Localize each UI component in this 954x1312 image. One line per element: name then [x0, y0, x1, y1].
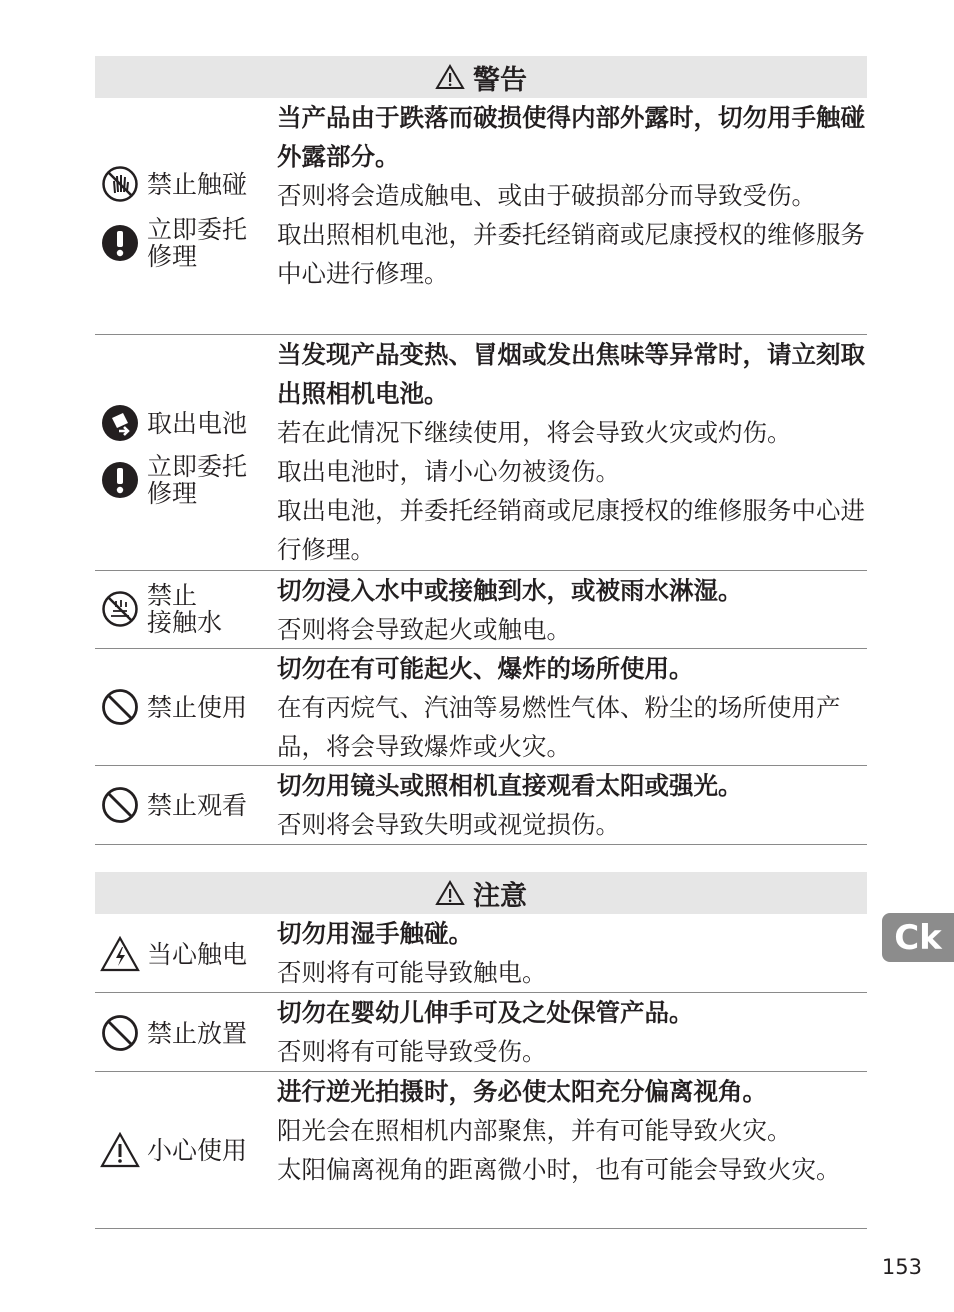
caution-triangle-icon: [435, 880, 465, 906]
divider: [95, 844, 867, 845]
label-text: 禁止使用: [147, 692, 248, 722]
warning-triangle-icon: [435, 64, 465, 90]
row-bold: 切勿用湿手触碰。: [277, 919, 473, 948]
label-no-water: [95, 582, 222, 636]
label-text: 立即委托 修理: [147, 452, 248, 508]
warning-row-2: [95, 335, 867, 570]
row-body: 取出电池时，请小心勿被烫伤。: [277, 457, 620, 486]
row-body: 取出照相机电池，并委托经销商或尼康授权的维修服务中心进行修理。: [277, 220, 865, 288]
divider: [95, 1228, 867, 1229]
warning-row-3: [95, 571, 867, 648]
row-bold: 切勿在婴幼儿伸手可及之处保管产品。: [277, 998, 694, 1027]
row-body: 否则将会导致起火或触电。: [277, 615, 571, 644]
row-body: 取出电池，并委托经销商或尼康授权的维修服务中心进行修理。: [277, 496, 865, 564]
label-text: 禁止观看: [147, 790, 248, 820]
caution-row-1: [95, 914, 867, 992]
row-labels: [95, 98, 273, 334]
row-body: 阳光会在照相机内部聚焦，并有可能导致火灾。: [277, 1116, 792, 1145]
exclamation-icon: [100, 460, 140, 500]
row-bold: 进行逆光拍摄时，务必使太阳充分偏离视角。: [277, 1077, 767, 1106]
label-remove-battery: [95, 403, 247, 443]
caution-title: 注意: [473, 880, 527, 912]
row-text: [277, 914, 867, 992]
row-bold: 当发现产品变热、冒烟或发出焦味等异常时，请立刻取出照相机电池。: [277, 340, 865, 408]
row-bold: 切勿浸入水中或接触到水，或被雨水淋湿。: [277, 576, 743, 605]
row-body: 否则将会造成触电、或由于破损部分而导致受伤。: [277, 181, 816, 210]
row-body: 若在此情况下继续使用，将会导致火灾或灼伤。: [277, 418, 792, 447]
row-body: 否则将有可能导致受伤。: [277, 1037, 547, 1066]
prohibited-icon: [100, 687, 140, 727]
no-touch-icon: [100, 164, 140, 204]
exclamation-icon: [100, 223, 140, 263]
row-labels: [95, 914, 273, 992]
label-no-place: [95, 1013, 247, 1053]
row-text: [277, 335, 867, 569]
page-number: 153: [881, 1255, 922, 1279]
caution-header: [95, 872, 867, 914]
warning-header: [95, 56, 867, 98]
row-bold: 切勿用镜头或照相机直接观看太阳或强光。: [277, 771, 743, 800]
warning-row-5: [95, 766, 867, 844]
row-bold: 当产品由于跌落而破损使得内部外露时，切勿用手触碰外露部分。: [277, 103, 865, 171]
row-text: [277, 1072, 867, 1189]
row-labels: [95, 993, 273, 1071]
label-text: 取出电池: [147, 408, 248, 438]
row-text: [277, 649, 867, 766]
caution-row-3: [95, 1072, 867, 1228]
label-text: 禁止放置: [147, 1018, 248, 1048]
label-text: 禁止 接触水: [147, 581, 223, 637]
label-text: 立即委托 修理: [147, 215, 248, 271]
row-text: [277, 766, 867, 844]
row-labels: [95, 766, 273, 844]
no-water-icon: [100, 589, 140, 629]
warning-row-1: [95, 98, 867, 334]
row-text: [277, 993, 867, 1071]
remove-battery-icon: [100, 403, 140, 443]
row-body: 太阳偏离视角的距离微小时，也有可能会导致火灾。: [277, 1155, 841, 1184]
row-text: [277, 571, 867, 649]
row-labels: [95, 571, 273, 648]
row-body: 否则将有可能导致触电。: [277, 958, 547, 987]
prohibited-icon: [100, 785, 140, 825]
row-body: 否则将会导致失明或视觉损伤。: [277, 810, 620, 839]
warning-title: 警告: [473, 64, 527, 96]
label-repair: [95, 453, 247, 507]
label-text: 小心使用: [147, 1135, 248, 1165]
label-no-use: [95, 687, 247, 727]
row-body: 在有丙烷气、汽油等易燃性气体、粉尘的场所使用产品，将会导致爆炸或火灾。: [277, 693, 841, 761]
label-repair: [95, 216, 247, 270]
electric-shock-icon: [100, 934, 140, 974]
caution-row-2: [95, 993, 867, 1071]
row-text: [277, 98, 867, 293]
label-no-view: [95, 785, 247, 825]
label-text: 当心触电: [147, 939, 248, 969]
label-careful-use: [95, 1130, 247, 1170]
label-no-touch: [95, 164, 247, 204]
caution-icon: [100, 1130, 140, 1170]
row-labels: [95, 335, 273, 570]
row-labels: [95, 649, 273, 765]
warning-row-4: [95, 649, 867, 765]
prohibited-icon: [100, 1013, 140, 1053]
language-tab[interactable]: Ck: [882, 913, 954, 962]
row-labels: [95, 1072, 273, 1228]
label-text: 禁止触碰: [147, 169, 248, 199]
label-electric: [95, 934, 247, 974]
row-bold: 切勿在有可能起火、爆炸的场所使用。: [277, 654, 694, 683]
